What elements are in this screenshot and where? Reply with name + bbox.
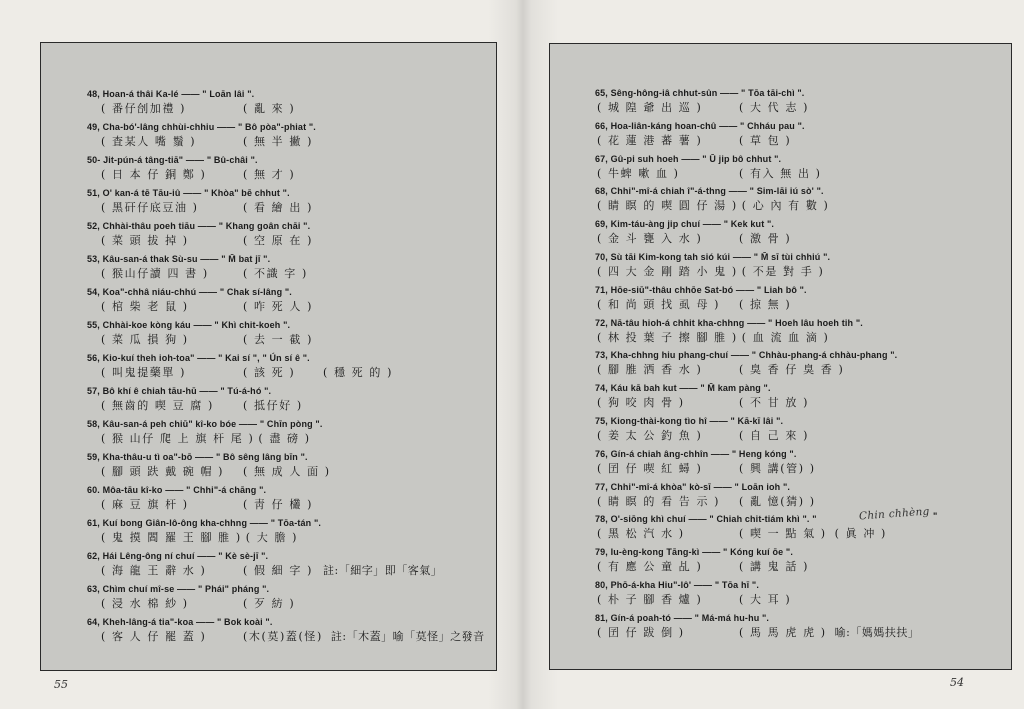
page-number-left: 55 [54,678,68,691]
entry-meaning: ( 血 流 血 滴 ) [741,330,830,344]
proverb-entry [550,449,1011,479]
entry-hanzi-line [101,298,323,314]
entry-hanzi-line [597,558,819,574]
entry-romanization: 67, Gû-pi suh hoeh —— " Ū jip bô chhut ". [595,153,782,164]
left-page-panel [40,42,497,671]
entry-romanization: 55, Chhài-koe kòng káu —— " Khì chit-koeh ". [87,320,291,330]
entry-romanization: 56, Kio-kuí theh ioh-toa" —— " Kai sí ", " Ún sí ê ". [87,353,310,363]
proverb-entry [41,419,496,449]
entry-hanzi: ( 花 蓮 港 蕃 薯 ) [597,133,703,147]
entry-hanzi: ( 黑矸仔底豆油 ) [101,201,199,214]
entry-romanization: 75, Kiong-thài-kong tìo hî —— " Kā-kī lâi ". [595,416,784,426]
entry-hanzi-line [101,397,323,413]
entry-hanzi-line [101,496,323,512]
entry-meaning: ( 馬 馬 虎 虎 ) [739,625,827,639]
entry-hanzi: ( 林 投 葉 子 擦 腳 脽 ) [597,330,738,344]
handwritten-annotation: Chin chhèng [858,505,931,523]
entry-hanzi-line [597,460,824,476]
proverb-entry [41,386,496,416]
proverb-entry [41,551,496,581]
entry-hanzi: ( 番仔刣加禮 ) [101,102,186,115]
entry-hanzi: ( 睛 瞑 的 看 告 示 ) [597,494,721,508]
entry-meaning: ( 激 骨 ) [739,232,792,246]
entry-meaning: ( 興 講(管) ) [739,461,816,475]
entry-meaning: ( 亂 來 ) [243,102,296,115]
proverb-entry [550,318,1011,348]
entry-romanization: 78, O'-siōng khì chuí —— " Chiah chit-tiám khì ". " [595,514,817,525]
proverb-entry [41,353,496,383]
entry-hanzi: ( 猴山仔讀 四 書 ) [101,267,209,280]
entry-hanzi: ( 黑 松 汽 水 ) [597,527,685,541]
entry-meaning: ( 靑 仔 欉 ) [243,498,313,511]
entry-meaning: ( 不是 對 手 ) [741,265,825,278]
entry-meaning-alt: ( 眞 冲 ) [834,527,887,541]
entry-hanzi: ( 有 應 公 童 乩 ) [597,560,703,574]
entry-meaning: ( 草 包 ) [739,133,792,147]
entry-hanzi: ( 日 本 仔 銅 鄭 ) [101,168,207,181]
entry-note: 喻:「媽媽扶扶」 [834,625,920,639]
entry-romanization: 69, Kim-táu-àng jip chuí —— " Kek kut ". [595,219,775,230]
proverb-entry [550,252,1011,282]
entry-meaning: ( 有入 無 出 ) [739,166,822,180]
entry-meaning: ( 盡 磅 ) [258,432,311,445]
page-number-right: 54 [950,676,964,689]
entry-romanization: 74, Káu kā bah kut —— " M̄ kam pàng ". [595,383,771,394]
entry-romanization: 48, Hoan-á thâi Ka-lé —— " Loān lâi ". [87,89,255,99]
entry-meaning: ( 假 細 字 ) [243,564,313,577]
entry-romanization: 51, O' kan-á tē Tāu-iû —— " Khòa" bē chhut ". [87,188,290,198]
entry-hanzi: ( 菜 瓜 損 狗 ) [101,333,189,346]
entry-hanzi: ( 麻 豆 旗 杆 ) [101,498,189,511]
entry-meaning: ( 喫 一 點 氣 ) [739,527,827,541]
entry-hanzi-line [597,263,832,279]
proverb-entry [41,320,496,350]
entry-hanzi-line [597,132,819,148]
entry-meaning: ( 空 原 在 ) [243,234,313,247]
entry-hanzi-line [597,99,819,115]
proverb-entry [550,383,1011,413]
proverb-entry [550,514,1011,544]
entry-romanization: 66, Hoa-liân-káng hoan-chû —— " Chháu pau ". [595,120,805,131]
entry-hanzi-line [597,493,824,509]
right-page-panel [549,43,1012,670]
proverb-entry [550,350,1011,380]
entry-hanzi-line [101,331,323,347]
entry-meaning: ( 咋 死 人 ) [243,300,313,313]
proverb-entry [41,485,496,515]
entry-romanization: 61, Kuí bong Giân-lô-ông kha-chhng —— " Tōa-tán ". [87,518,322,528]
entry-hanzi-line [101,265,323,281]
proverb-entry [41,221,496,251]
entry-hanzi-line [101,430,338,446]
proverb-entry [550,186,1011,216]
entry-meaning: ( 大 膽 ) [245,531,299,544]
entry-meaning: ( 去 一 截 ) [243,333,313,346]
entry-romanization: 53, Kâu-san-á thak Sù-su —— " M̄ bat jī ". [87,254,271,264]
entry-meaning: ( 大 代 志 ) [739,101,809,114]
entry-hanzi: ( 朴 子 腳 香 爐 ) [597,593,703,606]
entry-hanzi-line [597,296,819,312]
entry-note: 註:「細字」即「客氣」 [323,564,443,577]
entry-hanzi: ( 和 尚 頭 找 虱 母 ) [597,297,721,311]
entry-hanzi: ( 海 龍 王 辭 水 ) [101,564,207,577]
entry-romanization: 80, Phō-á-kha Hiu"-lô' —— " Tōa hī ". [595,580,760,590]
entry-hanzi: ( 狗 咬 肉 骨 ) [597,396,685,410]
proverb-entry [41,89,496,119]
entry-romanization: 72, Nā-tâu hioh-á chhit kha-chhng —— " Hoeh lâu hoeh tih ". [595,317,863,328]
entry-hanzi: ( 猴 山仔 爬 上 旗 杆 尾 ) [101,432,255,445]
entry-romanization: 62, Hái Lêng-ông ní chuí —— " Kè sè-jī ". [87,551,269,561]
entry-romanization: 76, Gín-á chiah âng-chhîn —— " Heng kóng ". [595,448,797,459]
entry-hanzi-line [597,624,919,640]
book-gutter-shadow [488,0,558,709]
proverb-entry [550,482,1011,512]
entry-meaning: ( 無 才 ) [243,168,296,181]
entry-romanization: 57, Bô khí ê chiah tāu-hū —— " Tú-á-hó ". [87,386,272,396]
entry-hanzi: ( 金 斗 甕 入 水 ) [597,232,703,246]
entry-hanzi-line [101,133,323,149]
entry-romanization: 63, Chìm chuí mî-se —— " Phái" pháng ". [87,584,270,594]
proverb-entry [550,219,1011,249]
entry-hanzi-line [101,100,323,116]
entry-hanzi: ( 菜 頭 拔 掉 ) [101,234,189,247]
entry-hanzi: ( 腳 脽 洒 香 水 ) [597,363,703,377]
entry-hanzi-line [597,525,895,541]
proverb-entry [550,416,1011,446]
proverb-entry [41,584,496,614]
entry-meaning: ( 無 成 人 面 ) [243,465,331,478]
entry-romanization: 81, Gín-á poah-tó —— " Má-má hu-hu ". [595,612,770,623]
entry-romanization: 64, Kheh-lâng-á tia"-koa —— " Bok koài ". [87,617,273,627]
entry-romanization: 60. Môa-tāu kî-ko —— " Chhi"-á chāng ". [87,485,267,495]
entry-hanzi-line [597,165,830,181]
entry-hanzi-line [101,562,442,578]
entry-hanzi-line [101,529,326,545]
entry-meaning: ( 講 鬼 話 ) [739,560,809,574]
proverb-entry [41,518,496,548]
entry-hanzi: ( 鬼 摸 閻 羅 王 腳 脽 ) [101,531,242,544]
entry-hanzi-line [101,166,323,182]
entry-meaning: ( 看 繪 出 ) [243,201,313,214]
entry-meaning: (木(莫)蓋(怪) [243,630,323,643]
entry-hanzi: ( 叫鬼提藥單 ) [101,366,186,379]
entry-hanzi-line [101,232,323,248]
entry-hanzi-line [597,591,819,607]
proverb-entry [550,154,1011,184]
proverb-entry [550,88,1011,118]
entry-hanzi: ( 睛 瞑 的 喫 圓 仔 湯 ) [597,199,738,213]
entry-meaning: ( 該 死 ) [243,366,296,379]
entry-meaning: ( 心 內 有 數 ) [741,199,830,213]
entry-romanization: 50- Jit-pún-á tâng-tiā" —— " Bû-châi ". [87,155,258,165]
entry-hanzi-line [597,197,837,213]
proverb-entry [41,617,496,647]
entry-meaning: ( 大 耳 ) [739,593,792,606]
entry-hanzi-line [597,329,837,345]
entry-meaning: ( 臭 香 仔 臭 香 ) [739,363,845,377]
entry-romanization: 65, Sêng-hông-iâ chhut-sûn —— " Tōa tāi-chì ". [595,88,805,98]
entry-romanization: 49, Cha-bó'-lâng chhùi-chhiu —— " Bô pòa"-phiat ". [87,122,316,132]
entry-romanization: 77, Chhi"-mî-á khòa" kò-sī —— " Loān ioh ". [595,481,791,492]
entry-meaning: ( 抵仔好 ) [243,399,303,412]
entry-romanization: 58, Kâu-san-á peh chiū" kî-ko bóe —— " Chīn pòng ". [87,419,323,429]
proverb-entry [41,122,496,152]
entry-meaning: ( 無 半 撇 ) [243,135,313,148]
entry-note: 註:「木蓋」喻「莫怪」之發音 [330,630,485,643]
entry-meaning: ( 掠 無 ) [739,297,792,311]
entry-meaning: ( 亂 憶(猜) ) [739,494,816,508]
entry-hanzi: ( 城 隍 爺 出 巡 ) [597,101,703,114]
entry-hanzi: ( 姜 太 公 釣 魚 ) [597,429,703,442]
entry-hanzi: ( 囝 仔 跋 倒 ) [597,625,685,639]
entry-hanzi-line [101,628,485,644]
proverb-entry [550,547,1011,577]
proverb-entry [41,254,496,284]
entry-hanzi: ( 四 大 金 剛 踏 小 鬼 ) [597,265,738,278]
entry-hanzi: ( 囝 仔 喫 紅 蟳 ) [597,461,703,475]
entry-meaning: ( 不 甘 放 ) [739,396,809,410]
entry-hanzi: ( 棺 柴 老 鼠 ) [101,300,189,313]
entry-romanization: 52, Chhài-thâu poeh tiāu —— " Khang goân chāi ". [87,221,311,231]
proverb-entry [550,285,1011,315]
handwritten-annotation-quote: " [933,511,938,521]
entry-romanization: 71, Hōe-siū"-thâu chhōe Sat-bó —— " Liah bô ". [595,284,807,295]
entry-romanization: 73, Kha-chhng hiu phang-chuí —— " Chhàu-phang-á chhàu-phang ". [595,350,898,361]
entry-romanization: 59, Kha-thâu-u tì oa"-bō —— " Bô sêng lâng bīn ". [87,452,308,462]
entry-hanzi-line [597,394,819,410]
entry-meaning: ( 歹 紡 ) [243,597,296,610]
entry-hanzi: ( 腳 頭 趺 戴 碗 帽 ) [101,465,225,478]
entry-hanzi-line [101,463,339,479]
entry-hanzi: ( 浸 水 棉 紗 ) [101,597,189,610]
entry-romanization: 54, Koa"-chhâ niáu-chhú —— " Chak sí-lâng ". [87,287,292,297]
entry-hanzi-line [101,199,323,215]
proverb-entry [550,121,1011,151]
entry-hanzi: ( 客 人 仔 罷 蓋 ) [101,630,207,643]
proverb-entry [550,580,1011,610]
entry-hanzi: ( 無齒的 喫 豆 腐 ) [101,399,214,412]
entry-meaning-alt: ( 穩 死 的 ) [323,366,393,379]
entry-hanzi-line [597,230,819,246]
proverb-entry [41,188,496,218]
entry-romanization: 70, Sù tāi Kim-kong tah sió kúi —— " M̄ sī tùi chhiú ". [595,252,831,262]
entry-romanization: 79, Iu-èng-kong Tāng-kì —— " Kóng kuí ōe ". [595,547,793,558]
proverb-entry [550,613,1011,643]
proverb-entry [41,452,496,482]
entry-hanzi-line [101,364,401,380]
entry-meaning: ( 不識 字 ) [243,267,308,280]
entry-hanzi-line [597,361,852,377]
entry-hanzi: ( 牛蜱 嗽 血 ) [597,166,680,180]
entry-romanization: 68, Chhi"-mî-á chiah î"-á-thng —— " Sim-lāi iú sò' ". [595,186,824,197]
entry-hanzi-line [101,595,323,611]
entry-hanzi: ( 査某人 嘴 鬚 ) [101,135,197,148]
entry-hanzi-line [597,427,819,443]
entry-meaning: ( 自 己 來 ) [739,429,809,442]
proverb-entry [41,287,496,317]
proverb-entry [41,155,496,185]
